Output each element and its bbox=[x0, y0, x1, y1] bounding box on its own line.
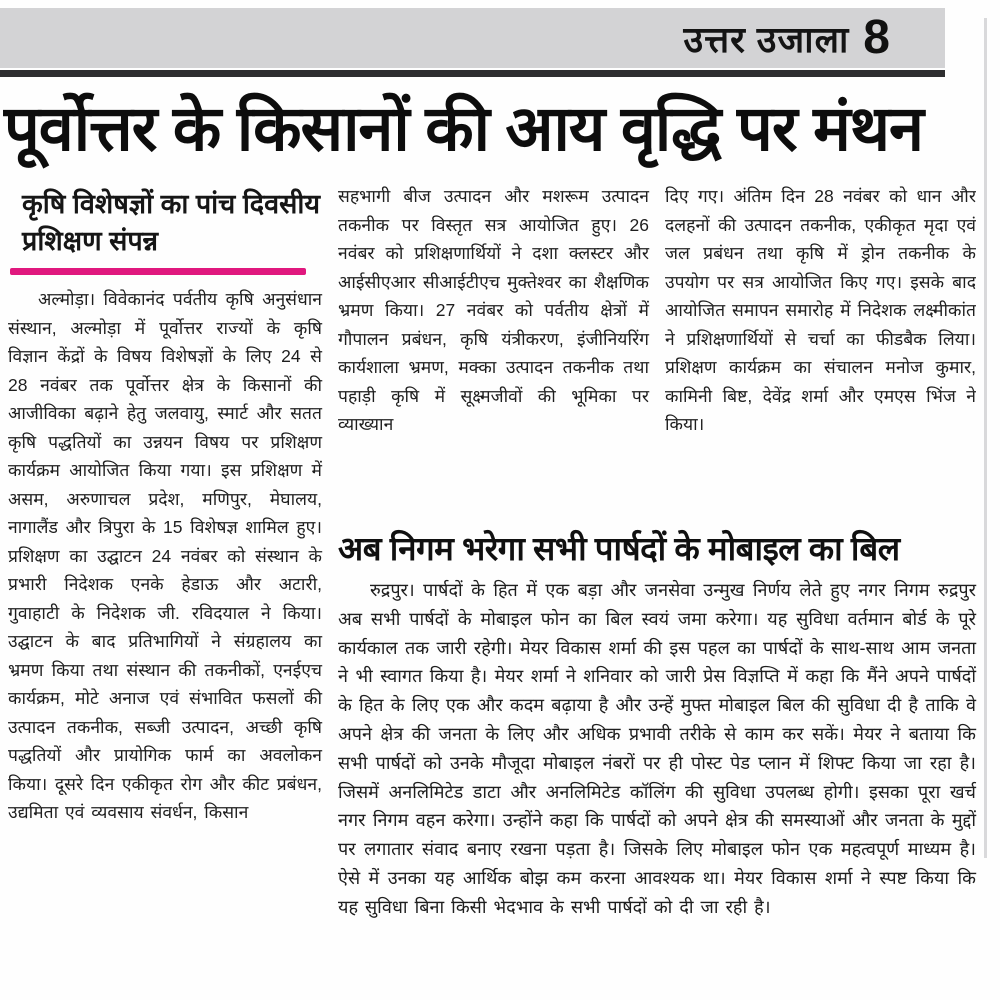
article2-headline: अब निगम भरेगा सभी पार्षदों के मोबाइल का बिल bbox=[338, 530, 900, 567]
accent-underline-rule bbox=[10, 268, 306, 275]
article1-column1-text: अल्मोड़ा। विवेकानंद पर्वतीय कृषि अनुसंधान संस्थान, अल्मोड़ा में पूर्वोत्तर राज्यों के कृषि विज्ञान केंद्रों के विषय विशेषज्ञों के लिए 24 से 28 नवंबर तक पूर्वोत्तर क्षेत्र के किसानों की आजीविका बढ़ाने हेतु जलवायु, स्मार्ट और सतत कृषि पद्धतियों का उन्नयन विषय पर प्रशिक्षण कार्यक्रम आयोजित किया गया। इस प्रशिक्षण में असम, अरुणाचल प्रदेश, मणिपुर, मेघालय, नागालैंड और त्रिपुरा के 15 विशेषज्ञ शामिल हुए। प्रशिक्षण का उद्घाटन 24 नवंबर को संस्थान के प्रभारी निदेशक एनके हेडाऊ और अटारी, गुवाहाटी के निदेशक जी. रविदयाल ने किया। उद्घाटन के बाद प्रतिभागियों ने संग्रहालय का भ्रमण किया तथा संस्थान की तकनीकों, एनईएच कार्यक्रम, मोटे अनाज एवं संभावित फसलों की उत्पादन तकनीक, सब्जी उत्पादन, अच्छी कृषि पद्धतियों और प्रायोगिक फार्म का अवलोकन किया। दूसरे दिन एकीकृत रोग और कीट प्रबंधन, उद्यमिता एवं व्यवसाय संवर्धन, किसान bbox=[8, 289, 322, 822]
page-number: 8 bbox=[863, 11, 890, 64]
article1-column-2 bbox=[338, 182, 649, 522]
article2-body-text: रुद्रपुर। पार्षदों के हित में एक बड़ा और जनसेवा उन्मुख निर्णय लेते हुए नगर निगम रुद्रपुर अब सभी पार्षदों के मोबाइल फोन का बिल स्वयं जमा करेगा। यह सुविधा वर्तमान बोर्ड के पूरे कार्यकाल तक जारी रहेगी। मेयर विकास शर्मा की इस पहल का पार्षदों के साथ-साथ आम जनता ने भी स्वागत किया है। मेयर शर्मा ने शनिवार को जारी प्रेस विज्ञप्ति में कहा कि मैंने अपने पार्षदों के हित के लिए एक और कदम बढ़ाया है और उन्हें मुफ्त मोबाइल बिल की सुविधा दी है ताकि वे अपने क्षेत्र की जनता के लिए और अधिक प्रभावी तरीके से काम कर सकें। मेयर ने बताया कि सभी पार्षदों को उनके मौजूदा मोबाइल नंबरों पर ही पोस्ट पेड प्लान में शिफ्ट किया जा रहा है। जिसमें अनलिमिटेड डाटा और अनलिमिटेड कॉलिंग की सुविधा उपलब्ध होगी। इसका पूरा खर्च नगर निगम वहन करेगा। उन्होंने कहा कि पार्षदों को अपने क्षेत्र की समस्याओं और जनता के मुद्दों पर लगातार संवाद बनाए रखना पड़ता है। जिसके लिए मोबाइल फोन एक महत्वपूर्ण माध्यम है। ऐसे में उनका यह आर्थिक बोझ कम करना आवश्यक था। मेयर विकास शर्मा ने स्पष्ट किया कि यह सुविधा बिना किसी भेदभाव के सभी पार्षदों को दी जा रही है। bbox=[338, 580, 976, 917]
scan-edge-line bbox=[984, 18, 987, 858]
right-content-area bbox=[338, 182, 976, 1000]
masthead-divider-rule bbox=[0, 70, 945, 77]
article1-subheadline: कृषि विशेषज्ञों का पांच दिवसीय प्रशिक्षण संपन्न bbox=[22, 189, 321, 256]
article2 bbox=[338, 526, 976, 922]
article1-column-3 bbox=[665, 182, 976, 522]
main-headline: पूर्वोत्तर के किसानों की आय वृद्धि पर मंथन bbox=[4, 94, 923, 164]
paper-name: उत्तर उजाला bbox=[683, 18, 850, 60]
article1-column-1 bbox=[8, 182, 322, 1000]
article1-column2-text: सहभागी बीज उत्पादन और मशरूम उत्पादन तकनीक पर विस्तृत सत्र आयोजित हुए। 26 नवंबर को प्रशिक्षणार्थियों ने दशा क्लस्टर और आईसीएआर सीआईटीएच मुक्तेश्वर का शैक्षणिक भ्रमण किया। 27 नवंबर को पर्वतीय क्षेत्रों में गौपालन प्रबंधन, कृषि यंत्रीकरण, इंजीनियरिंग कार्यशाला भ्रमण, मक्का उत्पादन तकनीक तथा पहाड़ी कृषि में सूक्ष्मजीवों की भूमिका पर व्याख्यान bbox=[338, 186, 649, 434]
page-content bbox=[8, 182, 976, 1000]
article1-column3-text: दिए गए। अंतिम दिन 28 नवंबर को धान और दलहनों की उत्पादन तकनीक, एकीकृत मृदा एवं जल प्रबंधन तथा कृषि में ड्रोन तकनीक के उपयोग पर सत्र आयोजित किए गए। इसके बाद आयोजित समापन समारोह में निदेशक लक्ष्मीकांत ने प्रशिक्षणार्थियों से चर्चा का फीडबैक लिया। प्रशिक्षण कार्यक्रम का संचालन मनोज कुमार, कामिनी बिष्ट, देवेंद्र शर्मा और एमएस भिंज ने किया। bbox=[665, 186, 976, 434]
masthead bbox=[0, 8, 945, 68]
article1-columns-2-3 bbox=[338, 182, 976, 522]
